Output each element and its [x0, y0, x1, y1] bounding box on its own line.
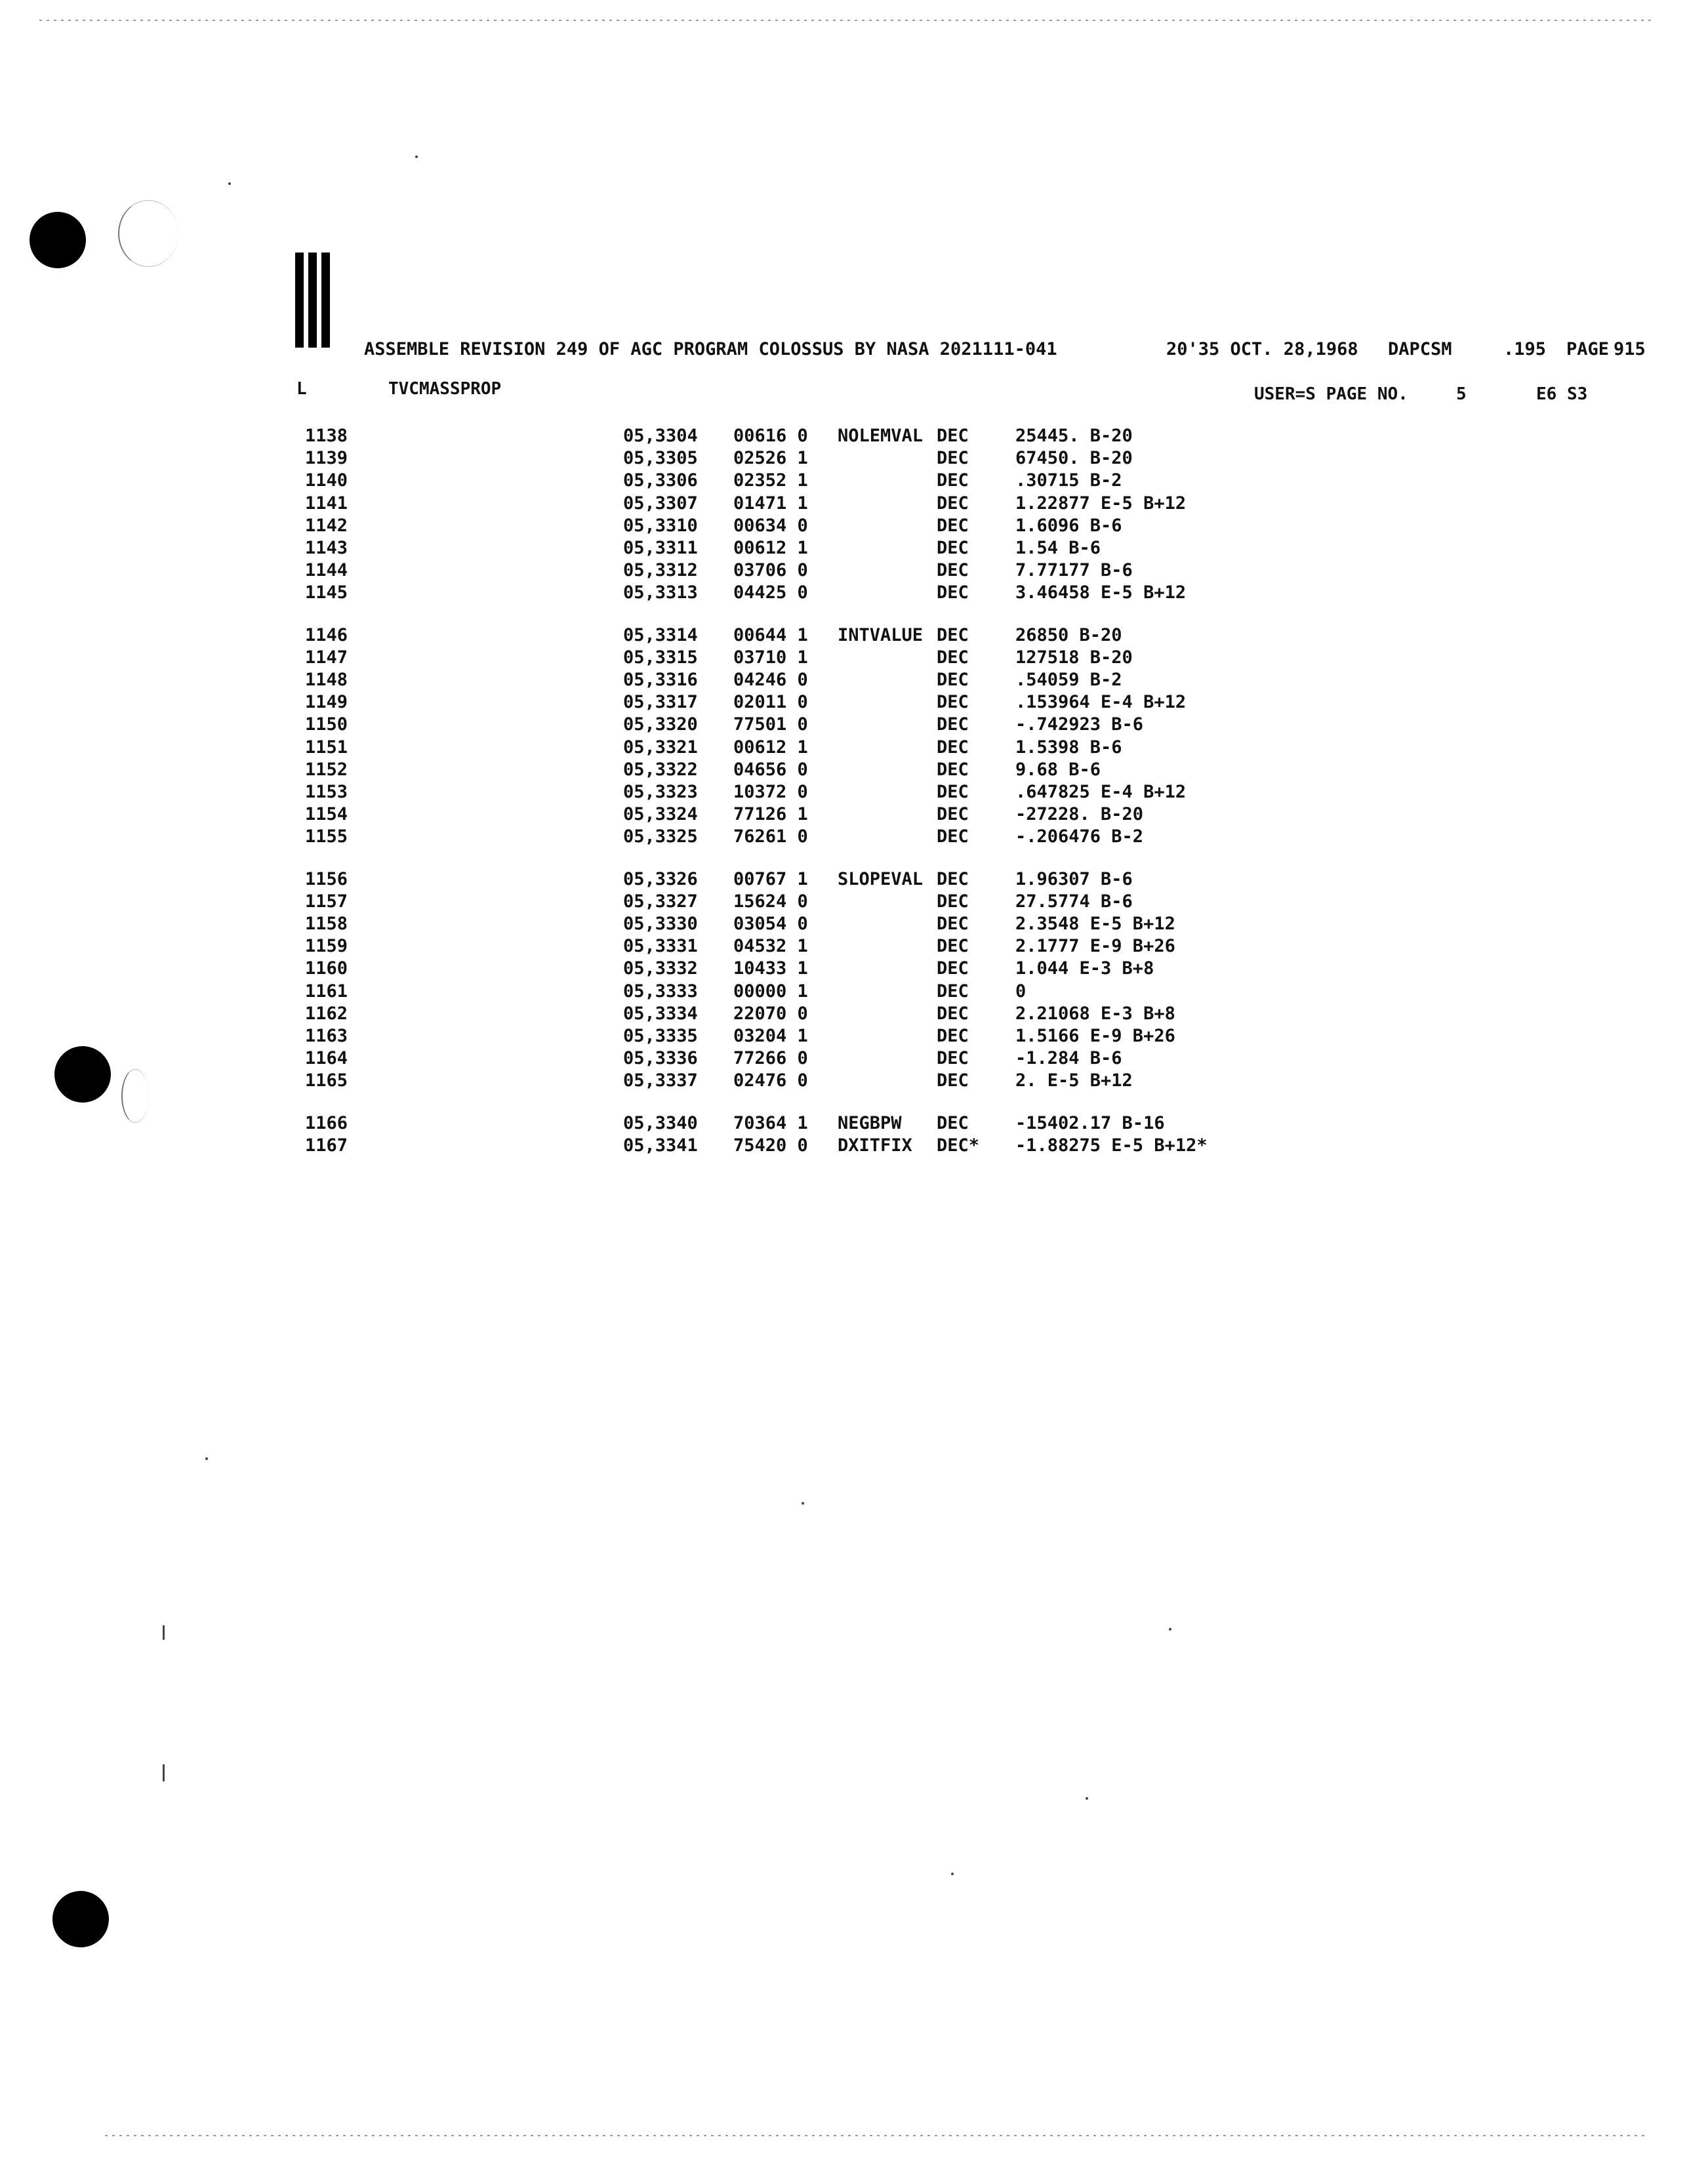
- location: 05,3315: [623, 647, 698, 668]
- opcode: DEC: [937, 936, 969, 957]
- octal-word: 00644 1: [733, 624, 808, 645]
- location: 05,3322: [623, 759, 698, 780]
- octal-word: 03710 1: [733, 647, 808, 668]
- operand-value: .153964 E-4 B+12: [1015, 692, 1187, 713]
- location: 05,3316: [623, 670, 698, 690]
- octal-word: 01471 1: [733, 493, 808, 514]
- opcode: DEC: [937, 1112, 969, 1133]
- location: 05,3321: [623, 737, 698, 758]
- operand-value: .30715 B-2: [1015, 470, 1122, 491]
- section-code: E6 S3: [1536, 384, 1588, 404]
- octal-word: 00612 1: [733, 737, 808, 758]
- location: 05,3323: [623, 782, 698, 802]
- speck: [1169, 1628, 1171, 1631]
- operand-value: 1.044 E-3 B+8: [1015, 958, 1154, 979]
- location: 05,3320: [623, 714, 698, 735]
- location: 05,3326: [623, 868, 698, 889]
- octal-word: 03204 1: [733, 1026, 808, 1046]
- opcode: DEC: [937, 692, 969, 713]
- operand-value: -.206476 B-2: [1015, 826, 1144, 847]
- octal-word: 03706 0: [733, 560, 808, 581]
- punch-hole-bottom: [52, 1891, 109, 1947]
- octal-word: 03054 0: [733, 914, 808, 934]
- line-number: 1151: [305, 737, 348, 758]
- line-number: 1142: [305, 515, 348, 536]
- location: 05,3333: [623, 981, 698, 1002]
- line-number: 1147: [305, 647, 348, 668]
- listing-row: [0, 1135, 1708, 1157]
- listing-row: [0, 537, 1708, 559]
- location: 05,3340: [623, 1112, 698, 1133]
- octal-word: 77126 1: [733, 804, 808, 825]
- operand-value: 67450. B-20: [1015, 448, 1133, 469]
- operand-value: .54059 B-2: [1015, 670, 1122, 690]
- listing-row: [0, 1003, 1708, 1025]
- operand-value: -27228. B-20: [1015, 804, 1144, 825]
- opcode: DEC: [937, 804, 969, 825]
- type-code: L: [296, 379, 307, 399]
- line-number: 1156: [305, 868, 348, 889]
- listing-row: [0, 425, 1708, 447]
- punch-hole-shadow-top: [118, 200, 178, 267]
- line-number: 1161: [305, 981, 348, 1002]
- listing-row: [0, 714, 1708, 736]
- operand-value: 2. E-5 B+12: [1015, 1070, 1133, 1091]
- printout-logo-bars: [295, 253, 345, 348]
- location: 05,3325: [623, 826, 698, 847]
- operand-value: -1.88275 E-5 B+12*: [1015, 1135, 1208, 1156]
- octal-word: 76261 0: [733, 826, 808, 847]
- operand-value: 1.5398 B-6: [1015, 737, 1122, 758]
- opcode: DEC: [937, 670, 969, 690]
- symbol-label: INTVALUE: [838, 624, 924, 645]
- octal-word: 00000 1: [733, 981, 808, 1002]
- line-number: 1148: [305, 670, 348, 690]
- speck: [1086, 1797, 1088, 1800]
- line-number: 1138: [305, 426, 348, 446]
- page-prefix: .195: [1503, 339, 1547, 359]
- line-number: 1145: [305, 582, 348, 603]
- location: 05,3304: [623, 426, 698, 446]
- listing-row: [0, 1047, 1708, 1070]
- octal-word: 04246 0: [733, 670, 808, 690]
- speck: [802, 1502, 804, 1505]
- operand-value: 1.6096 B-6: [1015, 515, 1122, 536]
- line-number: 1140: [305, 470, 348, 491]
- opcode: DEC: [937, 782, 969, 802]
- octal-word: 04425 0: [733, 582, 808, 603]
- operand-value: 9.68 B-6: [1015, 759, 1101, 780]
- location: 05,3324: [623, 804, 698, 825]
- octal-word: 02352 1: [733, 470, 808, 491]
- location: 05,3330: [623, 914, 698, 934]
- location: 05,3311: [623, 538, 698, 558]
- line-number: 1166: [305, 1112, 348, 1133]
- line-number: 1165: [305, 1070, 348, 1091]
- octal-word: 02011 0: [733, 692, 808, 713]
- opcode: DEC: [937, 891, 969, 912]
- listing-row: [0, 1025, 1708, 1047]
- punch-hole-top: [30, 212, 86, 268]
- listing-row: [0, 781, 1708, 803]
- listing-row: [0, 647, 1708, 669]
- scan-noise-top: [39, 20, 1653, 21]
- opcode: DEC: [937, 582, 969, 603]
- location: 05,3317: [623, 692, 698, 713]
- octal-word: 00616 0: [733, 426, 808, 446]
- symbol-label: SLOPEVAL: [838, 868, 924, 889]
- opcode: DEC: [937, 647, 969, 668]
- symbol-label: NEGBPW: [838, 1112, 902, 1133]
- location: 05,3306: [623, 470, 698, 491]
- line-number: 1144: [305, 560, 348, 581]
- opcode: DEC*: [937, 1135, 980, 1156]
- symbol-label: DXITFIX: [838, 1135, 912, 1156]
- listing-row: [0, 981, 1708, 1003]
- opcode: DEC: [937, 493, 969, 514]
- speck: [228, 182, 231, 185]
- line-number: 1158: [305, 914, 348, 934]
- location: 05,3307: [623, 493, 698, 514]
- operand-value: 1.54 B-6: [1015, 538, 1101, 558]
- opcode: DEC: [937, 515, 969, 536]
- opcode: DEC: [937, 1003, 969, 1024]
- operand-value: -1.284 B-6: [1015, 1048, 1122, 1069]
- octal-word: 15624 0: [733, 891, 808, 912]
- location: 05,3334: [623, 1003, 698, 1024]
- operand-value: 27.5774 B-6: [1015, 891, 1133, 912]
- octal-word: 22070 0: [733, 1003, 808, 1024]
- line-number: 1141: [305, 493, 348, 514]
- listing-row: [0, 447, 1708, 470]
- line-number: 1164: [305, 1048, 348, 1069]
- operand-value: 3.46458 E-5 B+12: [1015, 582, 1187, 603]
- location: 05,3337: [623, 1070, 698, 1091]
- operand-value: 2.21068 E-3 B+8: [1015, 1003, 1175, 1024]
- location: 05,3336: [623, 1048, 698, 1069]
- line-number: 1163: [305, 1026, 348, 1046]
- location: 05,3305: [623, 448, 698, 469]
- octal-word: 00634 0: [733, 515, 808, 536]
- opcode: DEC: [937, 1048, 969, 1069]
- program-name: DAPCSM: [1388, 339, 1452, 359]
- opcode: DEC: [937, 1070, 969, 1091]
- listing-row: [0, 624, 1708, 647]
- page-label: PAGE: [1566, 339, 1610, 359]
- line-number: 1155: [305, 826, 348, 847]
- octal-word: 00767 1: [733, 868, 808, 889]
- line-number: 1146: [305, 624, 348, 645]
- location: 05,3312: [623, 560, 698, 581]
- location: 05,3341: [623, 1135, 698, 1156]
- line-number: 1153: [305, 782, 348, 802]
- line-number: 1162: [305, 1003, 348, 1024]
- location: 05,3332: [623, 958, 698, 979]
- line-number: 1152: [305, 759, 348, 780]
- line-number: 1149: [305, 692, 348, 713]
- line-number: 1159: [305, 936, 348, 957]
- speck: [205, 1457, 208, 1460]
- location: 05,3335: [623, 1026, 698, 1046]
- speck-line: [163, 1764, 165, 1781]
- location: 05,3310: [623, 515, 698, 536]
- operand-value: -.742923 B-6: [1015, 714, 1144, 735]
- opcode: DEC: [937, 560, 969, 581]
- operand-value: 0: [1015, 981, 1027, 1002]
- opcode: DEC: [937, 981, 969, 1002]
- page-number: 915: [1614, 339, 1646, 359]
- octal-word: 70364 1: [733, 1112, 808, 1133]
- listing-row: [0, 493, 1708, 515]
- user-page-number: 5: [1456, 384, 1467, 404]
- octal-word: 77501 0: [733, 714, 808, 735]
- location: 05,3313: [623, 582, 698, 603]
- opcode: DEC: [937, 624, 969, 645]
- operand-value: -15402.17 B-16: [1015, 1112, 1165, 1133]
- speck: [951, 1873, 954, 1875]
- opcode: DEC: [937, 1026, 969, 1046]
- opcode: DEC: [937, 868, 969, 889]
- listing-row: [0, 691, 1708, 714]
- listing-row: [0, 1070, 1708, 1092]
- symbol-label: NOLEMVAL: [838, 426, 924, 446]
- location: 05,3331: [623, 936, 698, 957]
- octal-word: 04532 1: [733, 936, 808, 957]
- location: 05,3314: [623, 624, 698, 645]
- listing-row: [0, 1112, 1708, 1135]
- listing-row: [0, 958, 1708, 980]
- octal-word: 10433 1: [733, 958, 808, 979]
- scan-noise-bottom: [105, 2135, 1646, 2136]
- octal-word: 02526 1: [733, 448, 808, 469]
- opcode: DEC: [937, 826, 969, 847]
- listing-row: [0, 803, 1708, 826]
- line-number: 1167: [305, 1135, 348, 1156]
- speck-line: [163, 1625, 165, 1640]
- octal-word: 75420 0: [733, 1135, 808, 1156]
- octal-word: 02476 0: [733, 1070, 808, 1091]
- listing-row: [0, 470, 1708, 492]
- opcode: DEC: [937, 538, 969, 558]
- opcode: DEC: [937, 914, 969, 934]
- operand-value: 7.77177 B-6: [1015, 560, 1133, 581]
- listing-row: [0, 515, 1708, 537]
- listing-row: [0, 935, 1708, 958]
- operand-value: 1.22877 E-5 B+12: [1015, 493, 1187, 514]
- listing-row: [0, 891, 1708, 913]
- opcode: DEC: [937, 470, 969, 491]
- operand-value: .647825 E-4 B+12: [1015, 782, 1187, 802]
- listing-row: [0, 737, 1708, 759]
- opcode: DEC: [937, 448, 969, 469]
- octal-word: 04656 0: [733, 759, 808, 780]
- operand-value: 1.96307 B-6: [1015, 868, 1133, 889]
- opcode: DEC: [937, 958, 969, 979]
- user-page-label: USER=S PAGE NO.: [1254, 384, 1408, 404]
- listing-row: [0, 913, 1708, 935]
- opcode: DEC: [937, 759, 969, 780]
- line-number: 1157: [305, 891, 348, 912]
- line-number: 1143: [305, 538, 348, 558]
- opcode: DEC: [937, 426, 969, 446]
- octal-word: 10372 0: [733, 782, 808, 802]
- opcode: DEC: [937, 714, 969, 735]
- operand-value: 1.5166 E-9 B+26: [1015, 1026, 1175, 1046]
- assembly-timestamp: 20'35 OCT. 28,1968: [1166, 339, 1358, 359]
- listing-row: [0, 759, 1708, 781]
- octal-word: 00612 1: [733, 538, 808, 558]
- listing-row: [0, 582, 1708, 604]
- log-section-name: TVCMASSPROP: [388, 379, 502, 399]
- operand-value: 127518 B-20: [1015, 647, 1133, 668]
- location: 05,3327: [623, 891, 698, 912]
- operand-value: 2.3548 E-5 B+12: [1015, 914, 1175, 934]
- line-number: 1139: [305, 448, 348, 469]
- opcode: DEC: [937, 737, 969, 758]
- operand-value: 2.1777 E-9 B+26: [1015, 936, 1175, 957]
- listing-row: [0, 868, 1708, 891]
- line-number: 1160: [305, 958, 348, 979]
- operand-value: 26850 B-20: [1015, 624, 1122, 645]
- assembly-title: ASSEMBLE REVISION 249 OF AGC PROGRAM COLOSSUS BY NASA 2021111-041: [364, 339, 1057, 359]
- line-number: 1154: [305, 804, 348, 825]
- listing-row: [0, 669, 1708, 691]
- octal-word: 77266 0: [733, 1048, 808, 1069]
- line-number: 1150: [305, 714, 348, 735]
- operand-value: 25445. B-20: [1015, 426, 1133, 446]
- speck: [415, 155, 418, 158]
- listing-row: [0, 559, 1708, 582]
- listing-row: [0, 826, 1708, 848]
